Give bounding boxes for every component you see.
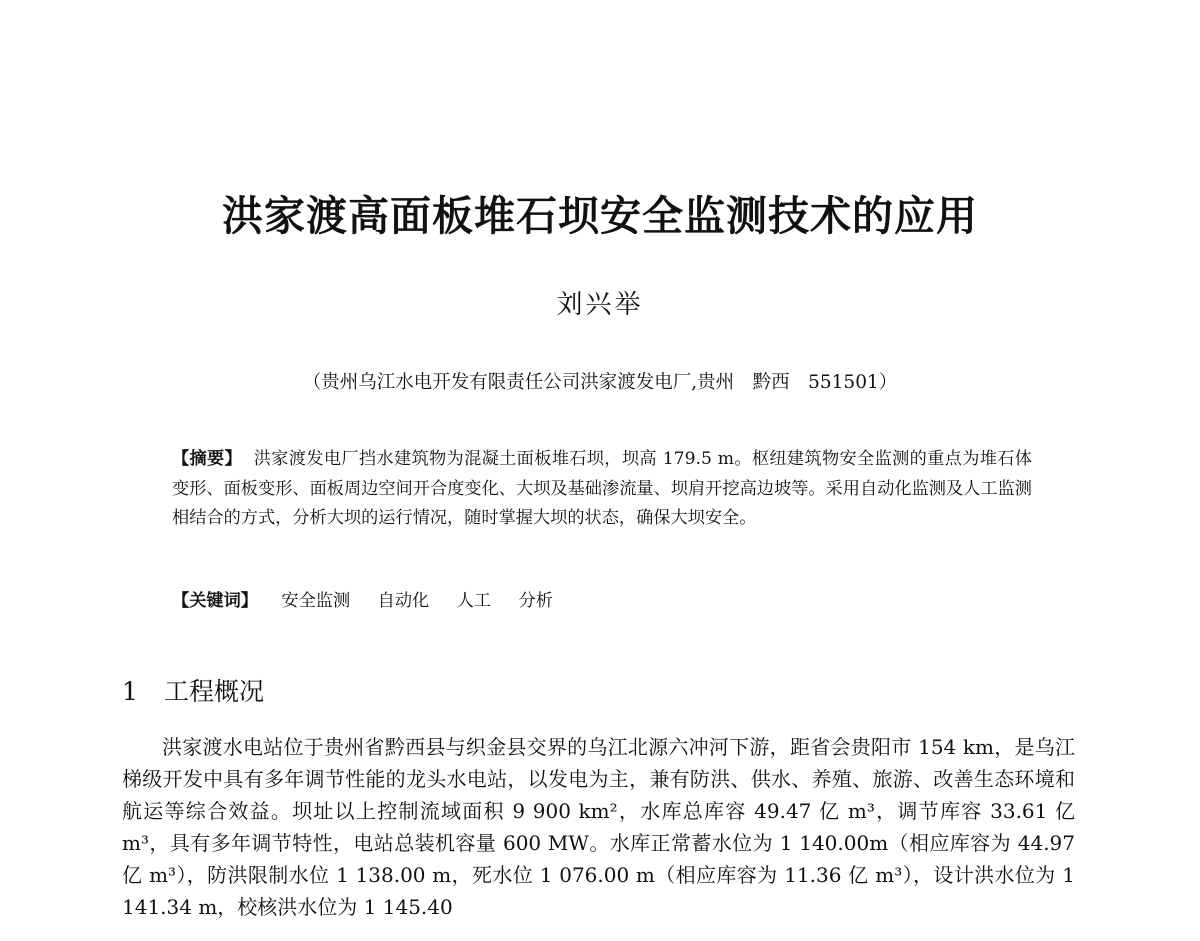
section-number: 1 [122,677,138,706]
author-name: 刘兴举 [556,290,644,320]
keyword-item: 分析 [518,591,553,611]
body-paragraph: 洪家渡水电站位于贵州省黔西县与织金县交界的乌江北源六冲河下游，距省会贵阳市 154 km，是乌江梯级开发中具有多年调节性能的龙头水电站，以发电为主，兼有防洪、供水、养殖、旅游、改善生态环境和航运等综合效益。坝址以上控制流域面积 9 900 km²，水库总库容 49.47 亿 m³，调节库容 33.61 亿 m³，具有多年调节特性，电站总装机容量 600 MW。水库正常蓄水位为 1 140.00m（相应库容为 44.97 亿 m³），防洪限制水位 1 138.00 m，死水位 1 076.00 m（相应库容为 11.36 亿 m³），设计洪水位为 1 141.34 m，校核洪水位为 1 145.40 [122,735,1075,919]
keywords-row [172,586,575,616]
keyword-item: 安全监测 [281,591,351,611]
section-title: 工程概况 [164,677,265,706]
paper-title: 洪家渡高面板堆石坝安全监测技术的应用 [222,192,978,240]
section-heading [122,672,264,712]
author-affiliation: （贵州乌江水电开发有限责任公司洪家渡发电厂,贵州 黔西 551501） [302,372,898,393]
abstract-text: 洪家渡发电厂挡水建筑物为混凝土面板堆石坝，坝高 179.5 m。枢纽建筑物安全监测的重点为堆石体变形、面板变形、面板周边空间开合度变化、大坝及基础渗流量、坝肩开挖高边坡等。采用自动化监测及人工监测相结合的方式，分析大坝的运行情况，随时掌握大坝的状态，确保大坝安全。 [172,449,1032,528]
abstract-block [172,445,1032,534]
keyword-item: 人工 [456,591,492,611]
keyword-item: 自动化 [377,591,430,611]
keywords-label: 【关键词】 [172,591,258,611]
abstract-label: 【摘要】 [172,449,243,469]
